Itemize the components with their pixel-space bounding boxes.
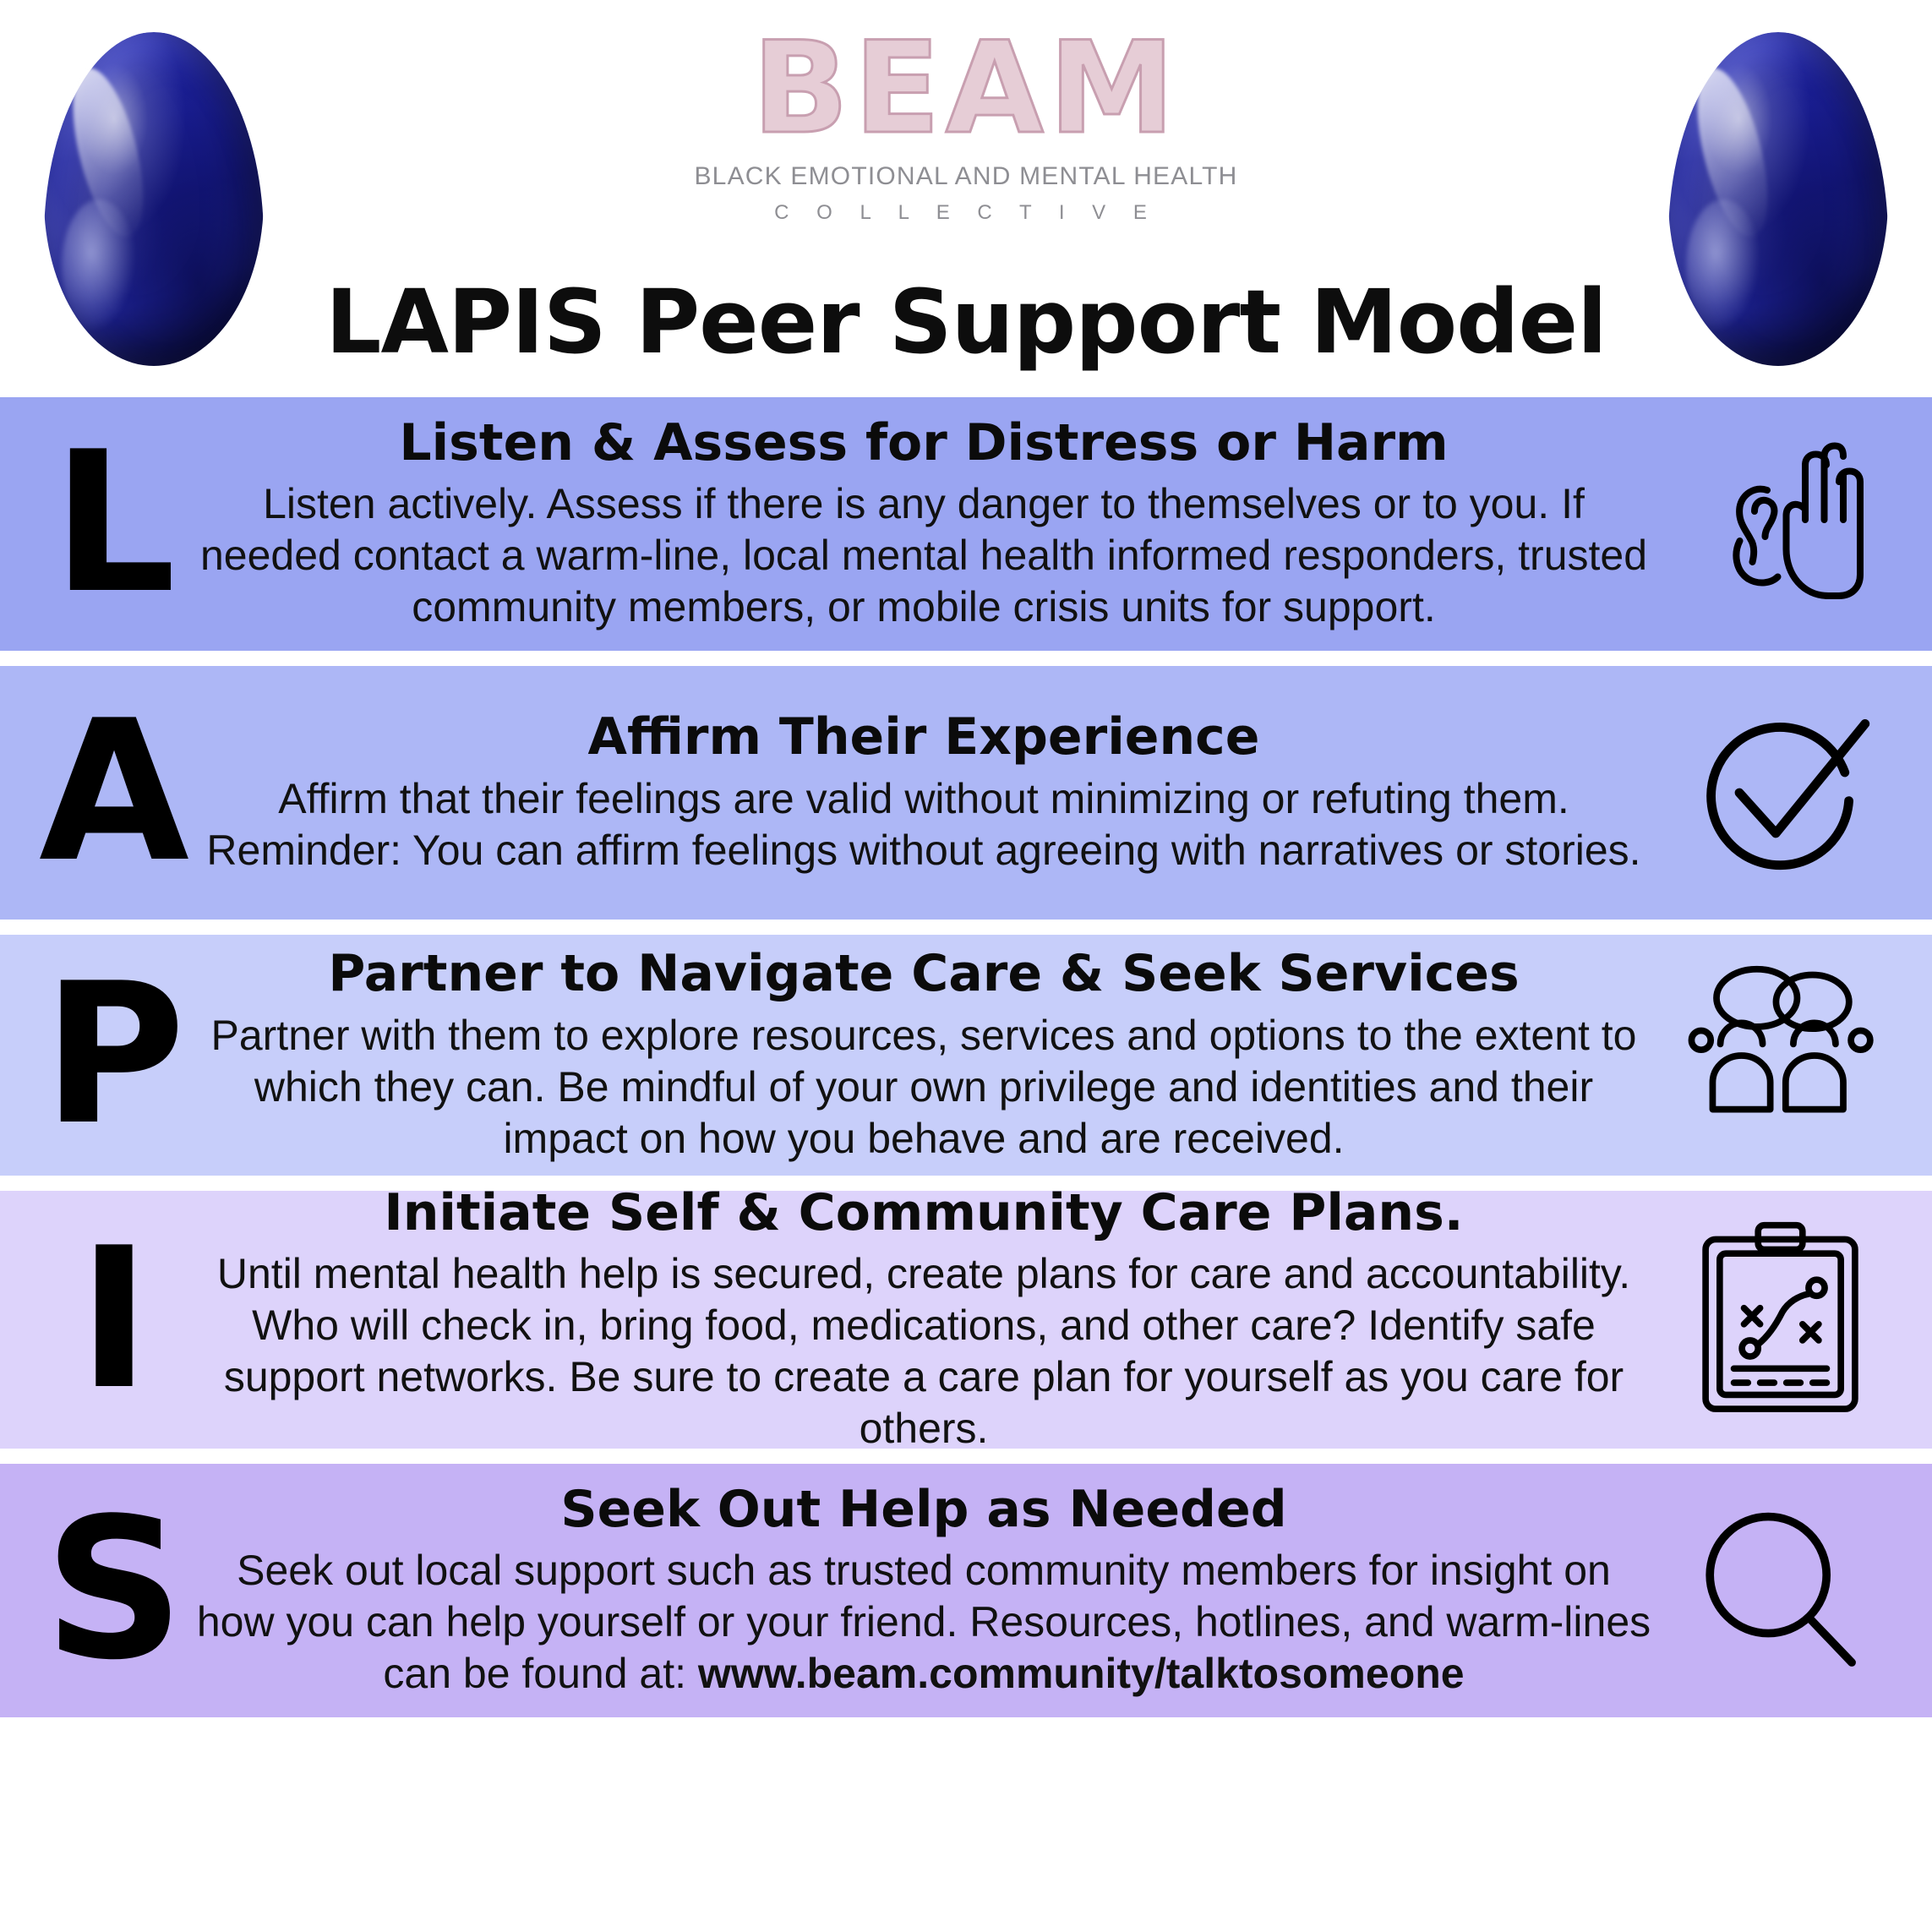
row-body-initiate: Until mental health help is secured, create plans for care and accountability. Who will check in, bring food, medications, and other care? Identify safe support networks. Be sure to create a care plan for yourself as you care for others. bbox=[216, 1250, 1631, 1453]
row-body-listen: Listen actively. Assess if there is any danger to themselves or to you. If needed contact a warm-line, local mental health informed responders, trusted community members, or mobile crisis units for support. bbox=[199, 480, 1648, 631]
row-body-partner: Partner with them to explore resources, services and options to the extent to which they can. Be mindful of your own privilege and identities and their impact on how you behave and are received. bbox=[210, 1011, 1637, 1162]
lapis-rows bbox=[0, 397, 1932, 1717]
row-content-affirm bbox=[194, 701, 1653, 884]
brand-block bbox=[0, 15, 1932, 225]
two-people-speech-bubbles-icon bbox=[1653, 958, 1932, 1153]
row-title-seek: Seek Out Help as Needed bbox=[560, 1479, 1287, 1539]
ear-and-hand-icon bbox=[1653, 418, 1932, 630]
row-partner bbox=[0, 935, 1932, 1176]
row-body-affirm: Affirm that their feelings are valid without minimizing or refuting them. Reminder: You can affirm feelings without agreeing with narratives or stories. bbox=[206, 774, 1641, 874]
row-content-seek bbox=[194, 1473, 1653, 1708]
beam-logo: BEAM bbox=[751, 15, 1181, 162]
checkmark-circle-icon bbox=[1653, 691, 1932, 894]
row-listen bbox=[0, 397, 1932, 651]
row-letter-i: I bbox=[78, 1206, 150, 1433]
page-title: LAPIS Peer Support Model bbox=[325, 270, 1607, 374]
beam-url-link[interactable]: www.beam.community/talktosomeone bbox=[697, 1650, 1465, 1698]
row-title-affirm: Affirm Their Experience bbox=[587, 707, 1260, 767]
row-body-seek-text: Seek out local support such as trusted community members for insight on how you can help yourself or your friend. Resources, hotlines, and warm-lines can be found at: bbox=[196, 1547, 1651, 1698]
row-body-seek bbox=[194, 1545, 1653, 1700]
row-affirm bbox=[0, 666, 1932, 920]
clipboard-plan-icon bbox=[1653, 1219, 1932, 1422]
row-title-listen: Listen & Assess for Distress or Harm bbox=[399, 412, 1449, 472]
row-content-initiate bbox=[194, 1176, 1653, 1463]
row-content-listen bbox=[194, 407, 1653, 641]
row-title-initiate: Initiate Self & Community Care Plans. bbox=[384, 1182, 1464, 1242]
row-title-partner: Partner to Navigate Care & Seek Services bbox=[328, 944, 1520, 1004]
row-letter-l: L bbox=[52, 411, 177, 636]
row-letter-p: P bbox=[42, 941, 186, 1168]
brand-tagline-collective: C O L L E C T I V E bbox=[774, 201, 1158, 224]
brand-tagline: BLACK EMOTIONAL AND MENTAL HEALTH bbox=[694, 162, 1238, 190]
row-seek bbox=[0, 1464, 1932, 1717]
magnifying-glass-icon bbox=[1653, 1493, 1932, 1688]
row-letter-a: A bbox=[38, 679, 189, 905]
row-initiate bbox=[0, 1182, 1932, 1453]
header bbox=[0, 0, 1932, 397]
row-content-partner bbox=[194, 937, 1653, 1172]
row-letter-s: S bbox=[44, 1477, 184, 1703]
